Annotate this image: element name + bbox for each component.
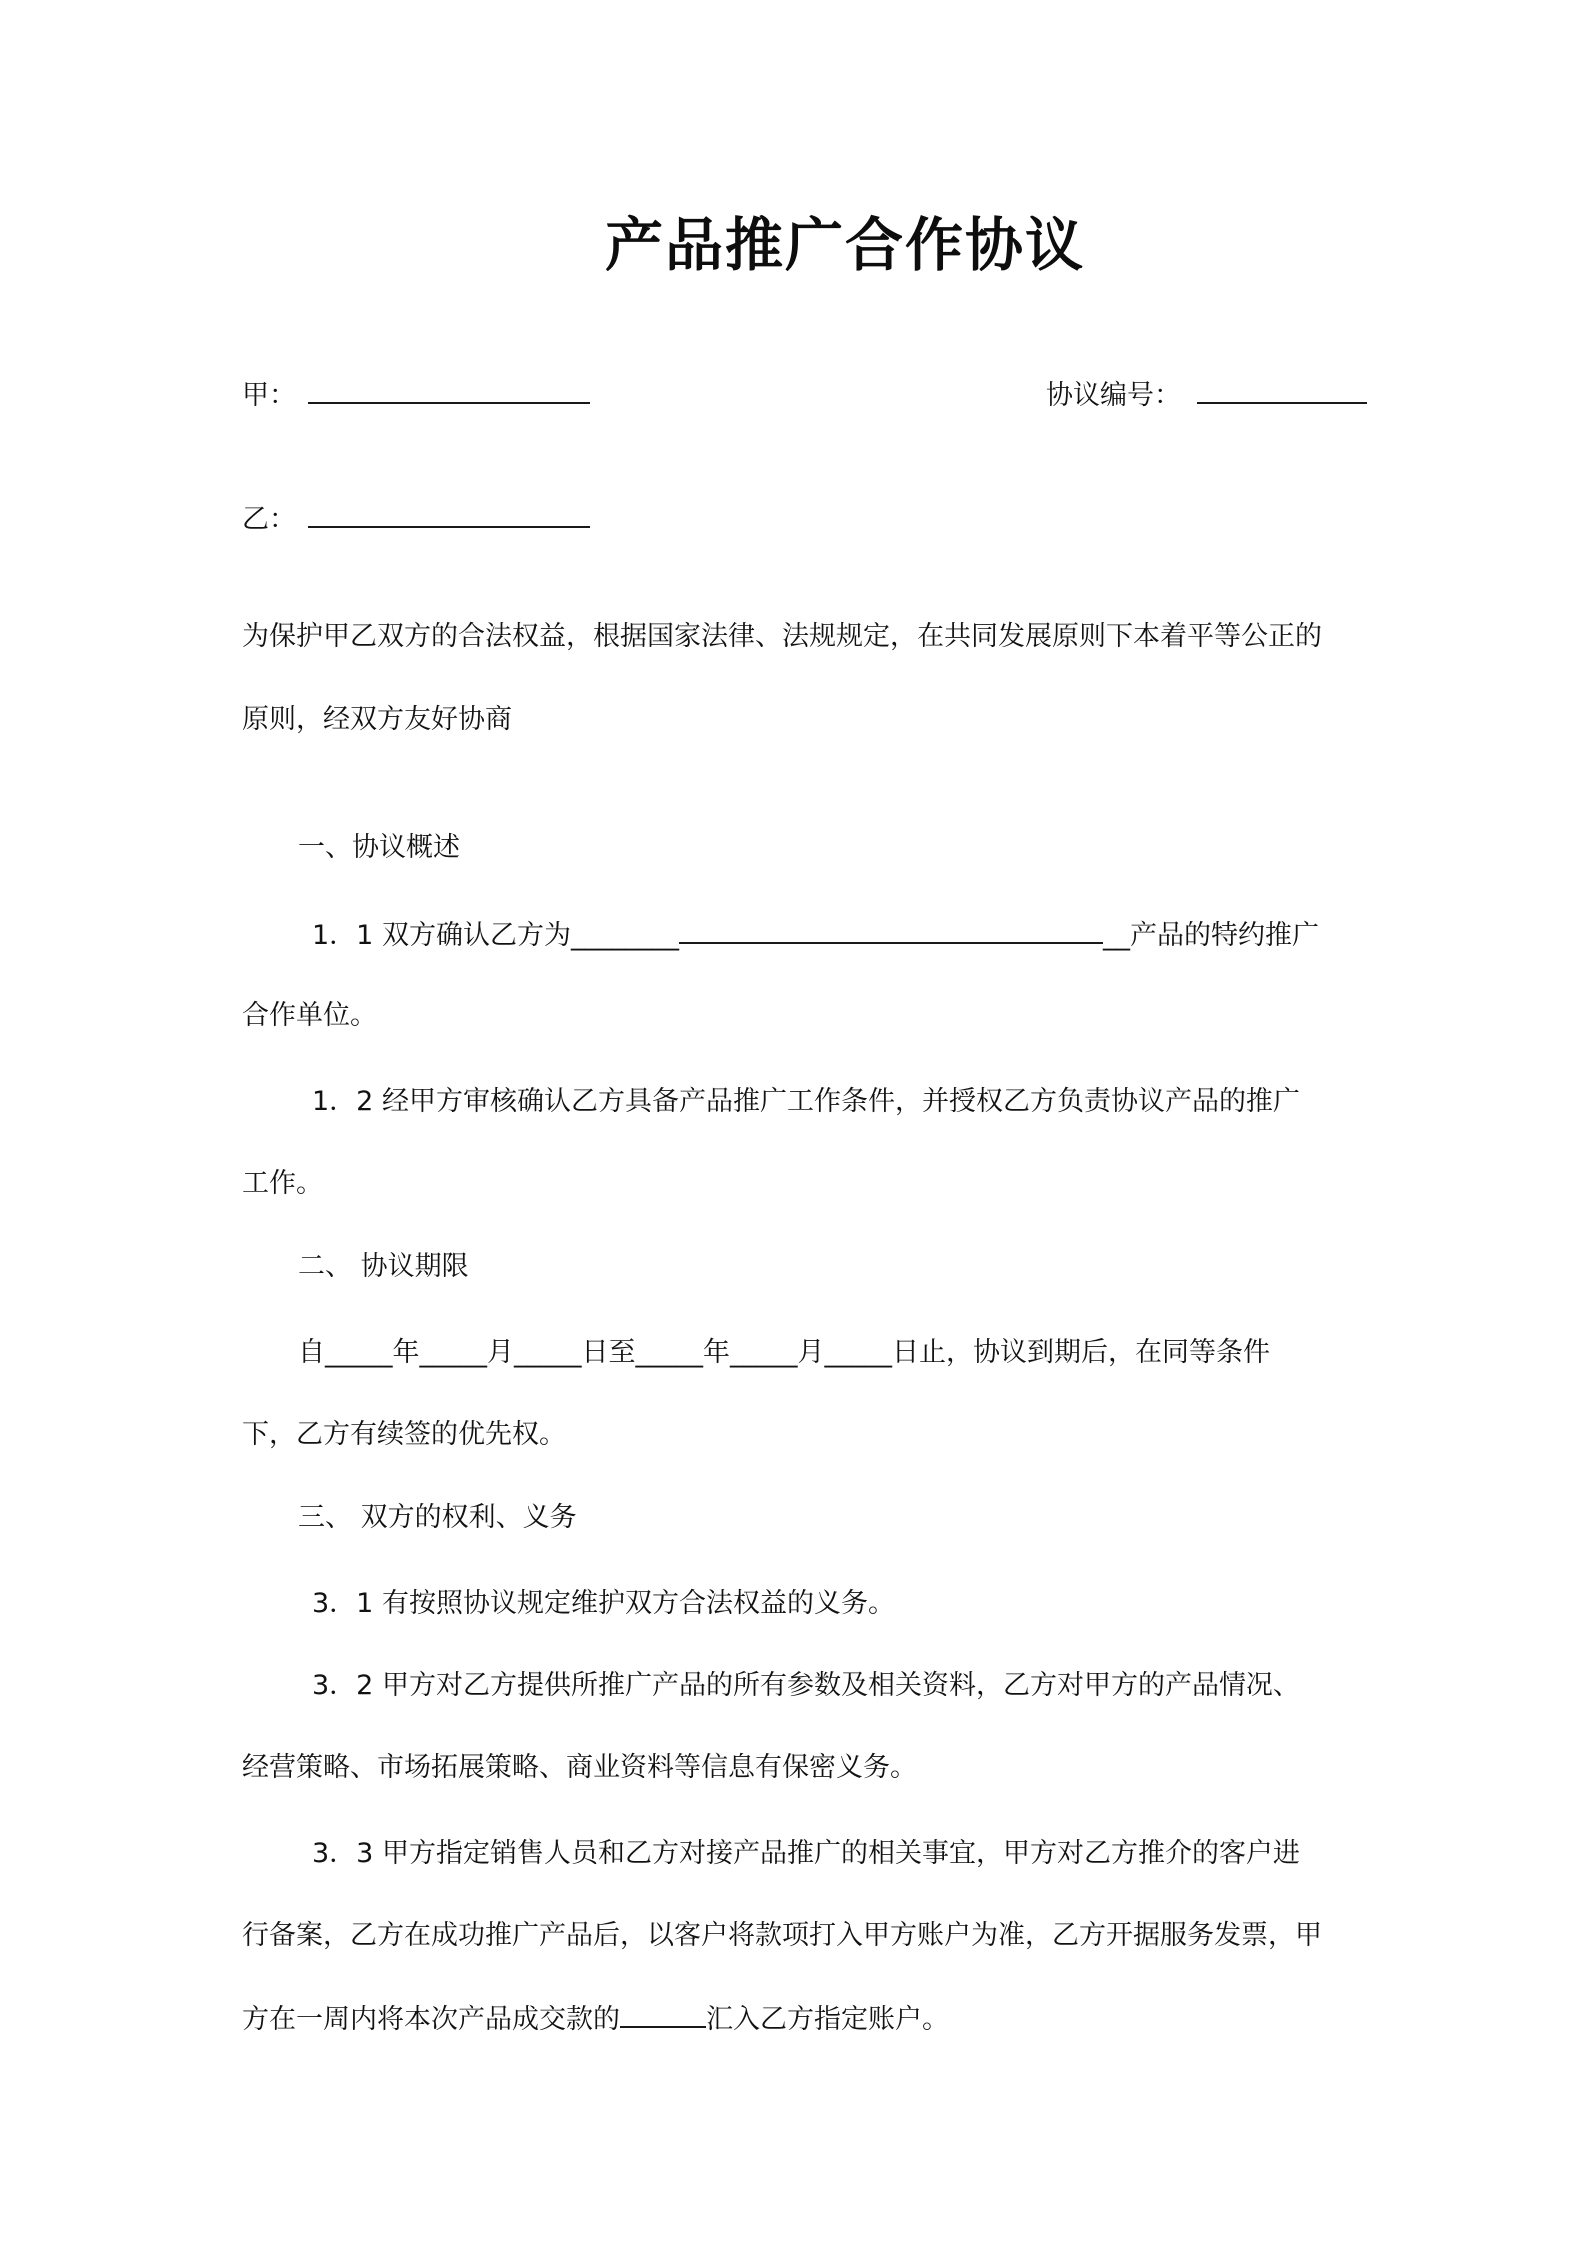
document-title: 产品推广合作协议 xyxy=(604,211,1085,279)
clause-3-3-line-2: 行备案，乙方在成功推广产品后，以客户将款项打入甲方账户为准，乙方开据服务发票，甲 xyxy=(242,1920,1322,1951)
agreement-number-field xyxy=(1046,372,1367,416)
clause-1-1-suffix: __产品的特约推广 xyxy=(1102,920,1319,951)
clause-1-1-blank xyxy=(679,914,1103,944)
clause-3-3-prefix: 方在一周内将本次产品成交款的 xyxy=(242,2004,620,2035)
clause-3-2-line-1: 3．2 甲方对乙方提供所推广产品的所有参数及相关资料，乙方对甲方的产品情况、 xyxy=(312,1670,1300,1701)
clause-3-3-suffix: 汇入乙方指定账户。 xyxy=(706,2004,949,2035)
agreement-number-label: 协议编号： xyxy=(1046,380,1181,411)
preamble-line-2: 原则，经双方友好协商 xyxy=(242,704,512,735)
party-a-label: 甲： xyxy=(242,380,296,411)
party-a-field xyxy=(242,372,590,416)
section-3-heading: 三、 双方的权利、义务 xyxy=(298,1502,577,1533)
clause-1-1-line-2: 合作单位。 xyxy=(242,1000,377,1031)
party-b-field xyxy=(242,496,590,540)
term-line-1: 自_____年_____月_____日至_____年_____月_____日止，协议到期后，在同等条件 xyxy=(298,1337,1270,1368)
party-b-blank xyxy=(308,496,590,528)
clause-3-3-line-3 xyxy=(242,1998,949,2040)
clause-3-3-line-1: 3．3 甲方指定销售人员和乙方对接产品推广的相关事宜，甲方对乙方推介的客户进 xyxy=(312,1838,1300,1869)
clause-1-2-line-2: 工作。 xyxy=(242,1168,323,1199)
party-a-blank xyxy=(308,372,590,404)
section-2-heading: 二、 协议期限 xyxy=(298,1251,469,1282)
clause-1-1-line-1 xyxy=(312,914,1319,956)
agreement-number-blank xyxy=(1197,372,1367,404)
clause-1-1-prefix: 1．1 双方确认乙方为________ xyxy=(312,920,679,951)
term-line-2: 下，乙方有续签的优先权。 xyxy=(242,1419,566,1450)
clause-3-2-line-2: 经营策略、市场拓展策略、商业资料等信息有保密义务。 xyxy=(242,1752,917,1783)
section-1-heading: 一、协议概述 xyxy=(298,832,460,863)
clause-1-2-line-1: 1．2 经甲方审核确认乙方具备产品推广工作条件，并授权乙方负责协议产品的推广 xyxy=(312,1086,1300,1117)
party-b-label: 乙： xyxy=(242,504,296,535)
clause-3-3-blank xyxy=(620,1998,706,2028)
preamble-line-1: 为保护甲乙双方的合法权益，根据国家法律、法规规定，在共同发展原则下本着平等公正的 xyxy=(242,621,1322,652)
clause-3-1: 3．1 有按照协议规定维护双方合法权益的义务。 xyxy=(312,1588,895,1619)
